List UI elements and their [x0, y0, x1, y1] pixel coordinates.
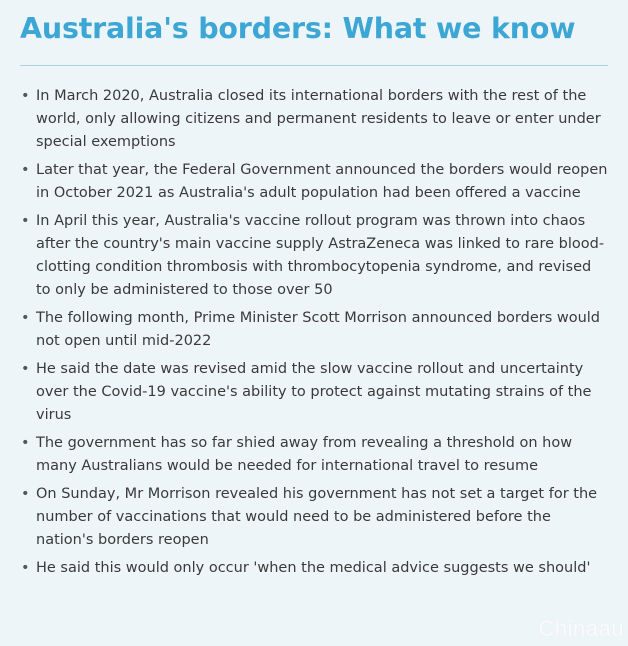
list-item — [20, 85, 610, 154]
list-item-text: The government has so far shied away from revealing a threshold on how many Australians would be needed for international travel to resume — [36, 435, 573, 474]
list-item — [20, 307, 610, 353]
bullet-glyph: • — [21, 486, 30, 502]
list-item — [20, 210, 610, 302]
bullet-glyph: • — [21, 560, 30, 576]
bullet-glyph: • — [21, 162, 30, 178]
bullet-glyph: • — [21, 88, 30, 104]
list-item — [20, 432, 610, 478]
list-item — [20, 159, 610, 205]
list-item-text: He said this would only occur 'when the medical advice suggests we should' — [36, 560, 591, 576]
bullet-glyph: • — [21, 310, 30, 326]
list-item — [20, 483, 610, 552]
list-item-text: On Sunday, Mr Morrison revealed his government has not set a target for the number of vaccinations that would need to be administered before the nation's borders reopen — [36, 486, 598, 548]
bullet-glyph: • — [21, 361, 30, 377]
bullet-glyph: • — [21, 435, 30, 451]
list-item-text: The following month, Prime Minister Scott Morrison announced borders would not open until mid-2022 — [36, 310, 601, 349]
list-item — [20, 358, 610, 427]
list-item-text: Later that year, the Federal Government announced the borders would reopen in October 2021 as Australia's adult population had been offered a vaccine — [36, 162, 608, 201]
facts-list — [20, 85, 610, 585]
watermark-logo: Chinaau — [538, 616, 624, 641]
list-item-text: He said the date was revised amid the slow vaccine rollout and uncertainty over the Covid-19 vaccine's ability to protect against mutating strains of the virus — [36, 361, 592, 423]
list-item — [20, 557, 610, 580]
list-item-text: In April this year, Australia's vaccine rollout program was thrown into chaos after the country's main vaccine supply AstraZeneca was linked to rare blood-clotting condition thrombosis with thrombocytopenia syndrome, and revised to only be administered to those over 50 — [36, 213, 605, 298]
list-item-text: In March 2020, Australia closed its international borders with the rest of the world, only allowing citizens and permanent residents to leave or enter under special exemptions — [36, 88, 601, 150]
page-title: Australia's borders: What we know — [20, 12, 576, 45]
title-divider — [20, 65, 608, 66]
bullet-glyph: • — [21, 213, 30, 229]
